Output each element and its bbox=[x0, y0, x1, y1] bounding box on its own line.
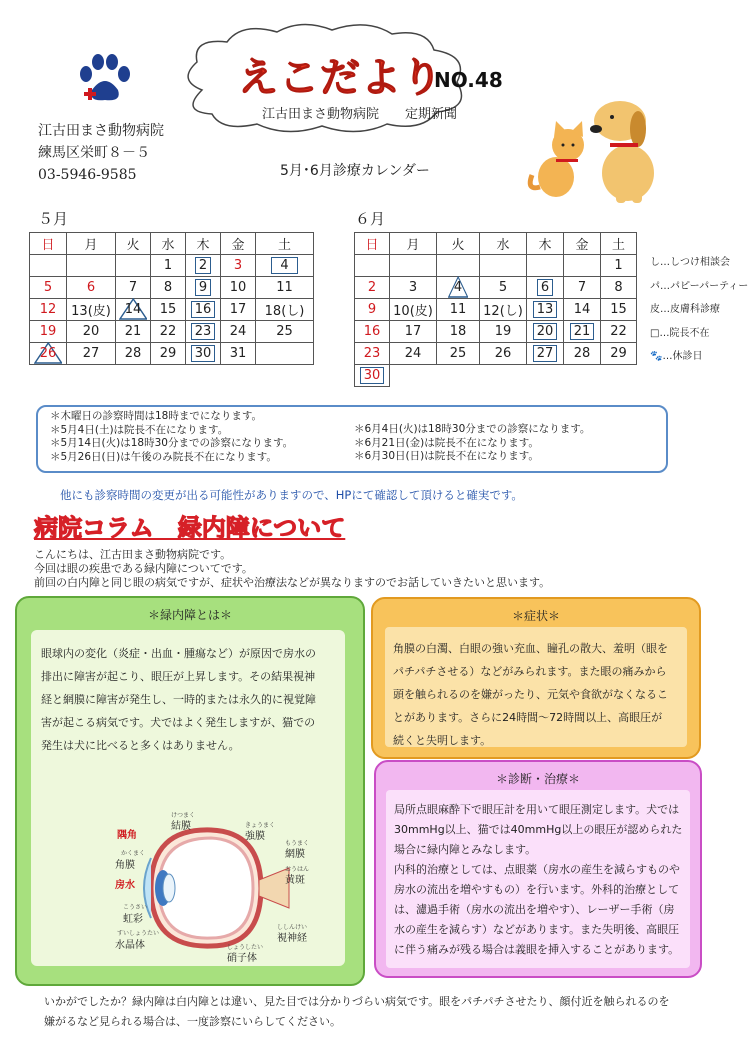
symptoms-box bbox=[371, 597, 701, 759]
day-cell bbox=[256, 343, 314, 365]
weekday: 土 bbox=[256, 233, 314, 255]
note-line: ＊木曜日の診察時間は18時までになります。 bbox=[50, 410, 263, 422]
day-cell: 15 bbox=[601, 299, 637, 321]
day-cell: 20 bbox=[67, 321, 116, 343]
day-cell: 6 bbox=[67, 277, 116, 299]
day-cell bbox=[564, 321, 601, 343]
calendar-week bbox=[355, 299, 637, 321]
furigana: こうさい bbox=[123, 904, 148, 911]
paw-icon: 🐾 bbox=[650, 351, 663, 362]
absent-day: 16 bbox=[191, 301, 216, 318]
day-cell bbox=[527, 277, 564, 299]
furigana: ししんけい bbox=[277, 924, 308, 931]
day-cell: 7 bbox=[116, 277, 151, 299]
short-hours-day: 14 bbox=[122, 302, 145, 317]
weekday: 土 bbox=[601, 233, 637, 255]
day-cell: 9 bbox=[355, 299, 390, 321]
day-cell bbox=[527, 321, 564, 343]
issue-number: NO.48 bbox=[434, 68, 503, 92]
day-cell: 8 bbox=[151, 277, 186, 299]
label-kyoumaku: 強膜 bbox=[245, 831, 265, 842]
day-cell: 7 bbox=[564, 277, 601, 299]
day-cell: 22 bbox=[601, 321, 637, 343]
day-cell: 14 bbox=[564, 299, 601, 321]
day-cell bbox=[527, 255, 564, 277]
closing-line: いかがでしたか？緑内障は白内障とは違い、見た目では分かりづらい病気です。眼をパチパチさせたり、顔付近を触られるのを bbox=[44, 995, 670, 1008]
furigana: もうまく bbox=[285, 840, 310, 847]
day-cell bbox=[527, 343, 564, 365]
weekday: 金 bbox=[221, 233, 256, 255]
day-cell bbox=[186, 255, 221, 277]
day-cell bbox=[480, 255, 527, 277]
day-cell: 3 bbox=[221, 255, 256, 277]
day-cell bbox=[564, 365, 601, 387]
day-cell: 2 bbox=[355, 277, 390, 299]
weekday: 木 bbox=[186, 233, 221, 255]
day-cell: 13(皮) bbox=[67, 299, 116, 321]
closing-line: 嫌がるなど見られる場合は、一度診察にいらしてください。 bbox=[44, 1015, 341, 1028]
what-is-glaucoma-box bbox=[15, 596, 365, 986]
absent-day: 4 bbox=[271, 257, 297, 274]
absent-day: 6 bbox=[537, 279, 553, 296]
label-suishoutai: 水晶体 bbox=[115, 940, 145, 951]
calendar-week bbox=[30, 299, 314, 321]
day-cell: 27 bbox=[67, 343, 116, 365]
weekday-row bbox=[355, 233, 637, 255]
absent-day: 20 bbox=[533, 323, 558, 340]
day-cell: 18 bbox=[437, 321, 480, 343]
box-text: 角膜の白濁、白眼の強い充血、瞳孔の散大、羞明（眼を パチパチさせる）などがみられます。また眼の痛みから 頭を触られるのを嫌がったり、元気や食欲がなくなるこ とがあります。さらに24時間～72時間以上、高眼圧が 続くと失明します。 bbox=[393, 642, 668, 747]
weekday: 水 bbox=[480, 233, 527, 255]
furigana: おうはん bbox=[285, 866, 310, 873]
day-cell: 5 bbox=[30, 277, 67, 299]
day-cell: 25 bbox=[437, 343, 480, 365]
day-cell bbox=[186, 343, 221, 365]
june-label: ６月 bbox=[355, 210, 386, 228]
day-cell: 21 bbox=[116, 321, 151, 343]
intro-line: 今回は眼の疾患である緑内障についてです。 bbox=[34, 562, 253, 575]
day-cell bbox=[564, 255, 601, 277]
calendar-week bbox=[355, 255, 637, 277]
day-cell: 28 bbox=[116, 343, 151, 365]
may-calendar bbox=[29, 232, 314, 365]
day-cell: 24 bbox=[221, 321, 256, 343]
box-body bbox=[385, 627, 687, 747]
label-gukaku: 隅角 bbox=[117, 830, 137, 841]
day-cell bbox=[437, 365, 480, 387]
absent-day: 2 bbox=[195, 257, 211, 274]
weekday: 日 bbox=[30, 233, 67, 255]
label-ouhan: 黄斑 bbox=[285, 875, 305, 886]
closing-text bbox=[44, 992, 704, 1032]
schedule-notes bbox=[36, 405, 668, 473]
day-cell: 19 bbox=[30, 321, 67, 343]
day-cell: 12 bbox=[30, 299, 67, 321]
notes-left bbox=[50, 410, 293, 464]
label-ketsumaku: 結膜 bbox=[171, 821, 191, 832]
weekday: 木 bbox=[527, 233, 564, 255]
day-cell: 11 bbox=[256, 277, 314, 299]
clinic-logo bbox=[74, 52, 134, 112]
day-cell: 10 bbox=[221, 277, 256, 299]
day-cell bbox=[390, 365, 437, 387]
legend-item: パ…パピーパーティー bbox=[650, 280, 749, 292]
label-moumaku: 網膜 bbox=[285, 849, 305, 860]
day-cell: 29 bbox=[151, 343, 186, 365]
cat-dog-illustration bbox=[520, 95, 670, 205]
note-line: ＊5月4日(土)は院長不在になります。 bbox=[50, 423, 229, 436]
day-cell bbox=[437, 255, 480, 277]
legend-item: 皮…皮膚科診療 bbox=[650, 304, 720, 315]
box-text: 眼球内の変化（炎症・出血・腫瘍など）が原因で房水の 排出に障害が起こり、眼圧が上昇します。その結果視神 経と網膜に障害が発生し、一時的または永久的に視覚障 害が起こる病気です。犬ではよく発生しますが、猫での 発生は犬に比べると多くはありません。 bbox=[41, 647, 316, 752]
day-cell: 24 bbox=[390, 343, 437, 365]
newsletter-title: えこだより bbox=[238, 55, 443, 101]
day-cell: 26 bbox=[480, 343, 527, 365]
day-cell bbox=[186, 277, 221, 299]
label-shoshitai: 硝子体 bbox=[227, 953, 257, 964]
weekday: 火 bbox=[116, 233, 151, 255]
day-cell: 3 bbox=[390, 277, 437, 299]
furigana: しょうしたい bbox=[227, 944, 264, 951]
calendar-week bbox=[30, 321, 314, 343]
column-title: 病院コラム 緑内障について bbox=[34, 514, 346, 542]
clinic-name: 江古田まさ動物病院 bbox=[38, 123, 164, 139]
intro-line: 前回の白内障と同じ眼の病気ですが、症状や治療法などが異なりますのでお話していきたいと思います。 bbox=[34, 576, 551, 589]
calendar-week bbox=[355, 321, 637, 343]
box-body bbox=[31, 630, 345, 966]
absent-day: 23 bbox=[191, 323, 216, 340]
legend-item: □…院長不在 bbox=[650, 327, 710, 339]
day-cell bbox=[527, 299, 564, 321]
day-cell: 11 bbox=[437, 299, 480, 321]
absent-day: 13 bbox=[533, 301, 558, 318]
absent-day: 27 bbox=[533, 345, 558, 362]
calendar-week bbox=[30, 277, 314, 299]
day-cell bbox=[30, 343, 67, 365]
day-cell: 15 bbox=[151, 299, 186, 321]
note-line: ＊6月21日(金)は院長不在になります。 bbox=[354, 436, 539, 449]
note-line: ＊6月4日(火)は18時30分までの診察になります。 bbox=[354, 423, 591, 435]
day-cell bbox=[527, 365, 564, 387]
day-cell bbox=[601, 365, 637, 387]
legend-item: 🐾…休診日 bbox=[650, 351, 703, 362]
absent-day: 21 bbox=[570, 323, 595, 340]
box-text: 局所点眼麻酔下で眼圧計を用いて眼圧測定します。犬では 30mmHg以上、猫では40mmHg以上の眼圧が認められた 場合に緑内障とみなします。 内科的治療としては、点眼薬（房水の産生を減らすものや 房水の流出を増やすもの）を行います。外科的治療として は、濾過手術（房水の流出を増やす）、レーザー手術（房 水の産生を減らす）などがあります。また失明後、高眼圧 に伴う痛みが残る場合は義眼を挿入することがあります。 bbox=[394, 803, 683, 956]
weekday: 月 bbox=[67, 233, 116, 255]
day-cell bbox=[355, 365, 390, 387]
absent-day: 30 bbox=[360, 367, 385, 384]
day-cell bbox=[116, 299, 151, 321]
june-calendar bbox=[354, 232, 637, 387]
day-cell: 25 bbox=[256, 321, 314, 343]
day-cell: 1 bbox=[601, 255, 637, 277]
note-line: ＊5月26日(日)は午後のみ院長不在になります。 bbox=[50, 450, 277, 463]
day-cell bbox=[480, 365, 527, 387]
day-cell: 12(し) bbox=[480, 299, 527, 321]
day-cell: 5 bbox=[480, 277, 527, 299]
clinic-phone: 03-5946-9585 bbox=[38, 167, 137, 183]
day-cell: 1 bbox=[151, 255, 186, 277]
day-cell: 23 bbox=[355, 343, 390, 365]
day-cell: 31 bbox=[221, 343, 256, 365]
calendar-week bbox=[355, 365, 637, 387]
day-cell: 19 bbox=[480, 321, 527, 343]
calendar-week bbox=[355, 343, 637, 365]
day-cell: 28 bbox=[564, 343, 601, 365]
intro-line: こんにちは、江古田まさ動物病院です。 bbox=[34, 548, 232, 561]
day-cell bbox=[30, 255, 67, 277]
weekday: 水 bbox=[151, 233, 186, 255]
legend-item: し…しつけ相談会 bbox=[650, 257, 730, 268]
furigana: すいしょうたい bbox=[117, 930, 160, 937]
notes-right bbox=[354, 423, 590, 464]
weekday: 金 bbox=[564, 233, 601, 255]
weekday: 火 bbox=[437, 233, 480, 255]
day-cell: 22 bbox=[151, 321, 186, 343]
short-hours-day: 26 bbox=[37, 346, 60, 361]
day-cell: 18(し) bbox=[256, 299, 314, 321]
day-cell bbox=[116, 255, 151, 277]
day-cell bbox=[186, 321, 221, 343]
day-cell: 17 bbox=[390, 321, 437, 343]
short-hours-day: 4 bbox=[451, 280, 465, 295]
furigana: かくまく bbox=[121, 850, 146, 857]
box-heading: ＊症状＊ bbox=[511, 609, 560, 623]
diagnosis-treatment-box bbox=[374, 760, 702, 978]
day-cell: 8 bbox=[601, 277, 637, 299]
box-body bbox=[386, 790, 690, 968]
clinic-address: 練馬区栄町８－５ bbox=[38, 145, 150, 161]
weekday: 日 bbox=[355, 233, 390, 255]
column-intro bbox=[34, 548, 550, 590]
clinic-info bbox=[38, 120, 164, 186]
absent-day: 30 bbox=[191, 345, 216, 362]
day-cell bbox=[67, 255, 116, 277]
day-cell: 17 bbox=[221, 299, 256, 321]
day-cell: 29 bbox=[601, 343, 637, 365]
day-cell bbox=[186, 299, 221, 321]
note-line: ＊6月30日(日)は院長不在になります。 bbox=[354, 450, 539, 462]
calendar-week bbox=[30, 255, 314, 277]
may-label: ５月 bbox=[38, 210, 69, 228]
day-cell bbox=[256, 255, 314, 277]
label-bousui: 房水 bbox=[115, 880, 135, 891]
day-cell bbox=[437, 277, 480, 299]
absent-day: 9 bbox=[195, 279, 211, 296]
calendar-week bbox=[30, 343, 314, 365]
calendar-week bbox=[355, 277, 637, 299]
day-cell bbox=[390, 255, 437, 277]
day-cell: 16 bbox=[355, 321, 390, 343]
furigana: けつまく bbox=[171, 812, 196, 819]
day-cell: 10(皮) bbox=[390, 299, 437, 321]
newsletter-subtitle: 江古田まさ動物病院 定期新聞 bbox=[262, 107, 458, 122]
box-heading: ＊診断・治療＊ bbox=[495, 772, 580, 786]
note-line: ＊5月14日(火)は18時30分までの診察になります。 bbox=[50, 437, 294, 449]
day-cell bbox=[355, 255, 390, 277]
change-notice: 他にも診察時間の変更が出る可能性がありますので、HPにて確認して頂けると確実です。 bbox=[60, 488, 523, 502]
label-kousai: 虹彩 bbox=[123, 914, 143, 925]
calendar-legend bbox=[650, 251, 748, 369]
weekday-row bbox=[30, 233, 314, 255]
box-heading: ＊緑内障とは＊ bbox=[147, 608, 232, 622]
furigana: きょうまく bbox=[245, 822, 276, 829]
calendar-title: 5月･6月診療カレンダー bbox=[280, 163, 430, 179]
label-shishinkei: 視神経 bbox=[277, 933, 307, 944]
weekday: 月 bbox=[390, 233, 437, 255]
label-kakumaku: 角膜 bbox=[115, 860, 135, 871]
